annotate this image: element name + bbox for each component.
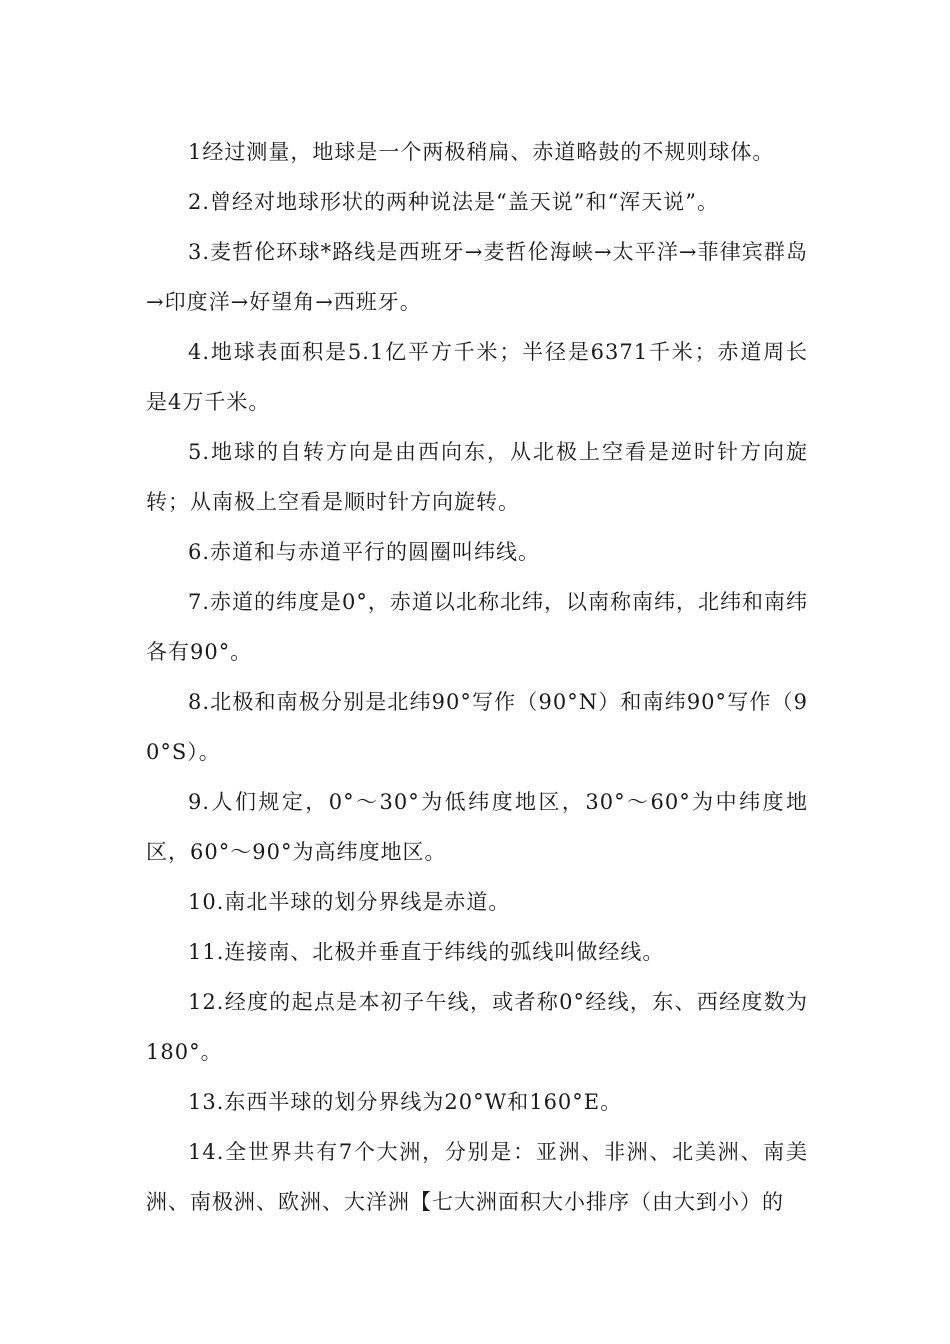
paragraph-11: 11.连接南、北极并垂直于纬线的弧线叫做经线。 [188, 940, 665, 964]
paragraph-13: 13.东西半球的划分界线为20°W和160°E。 [188, 1090, 623, 1114]
paragraph-4: 4.地球表面积是5.1亿平方千米；半径是6371千米；赤道周长是4万千米。 [146, 340, 808, 414]
paragraph-8: 8.北极和南极分别是北纬90°写作（90°N）和南纬90°写作（90°S）。 [146, 690, 808, 764]
document-body [146, 127, 808, 1227]
paragraph-3: 3.麦哲伦环球*路线是西班牙→麦哲伦海峡→太平洋→菲律宾群岛→印度洋→好望角→西班牙。 [146, 240, 808, 314]
paragraph-2: 2.曾经对地球形状的两种说法是“盖天说”和“浑天说”。 [188, 190, 719, 214]
paragraph-6: 6.赤道和与赤道平行的圆圈叫纬线。 [188, 540, 541, 564]
paragraph-5: 5.地球的自转方向是由西向东，从北极上空看是逆时针方向旋转；从南极上空看是顺时针方向旋转。 [146, 440, 808, 514]
paragraph-12: 12.经度的起点是本初子午线，或者称0°经线，东、西经度数为180°。 [146, 990, 808, 1064]
paragraph-1: 1经过测量，地球是一个两极稍扁、赤道略鼓的不规则球体。 [188, 140, 775, 164]
paragraph-10: 10.南北半球的划分界线是赤道。 [188, 890, 511, 914]
paragraph-7: 7.赤道的纬度是0°，赤道以北称北纬，以南称南纬，北纬和南纬各有90°。 [146, 590, 808, 664]
paragraph-9: 9.人们规定，0°～30°为低纬度地区，30°～60°为中纬度地区，60°～90°为高纬度地区。 [146, 790, 808, 864]
paragraph-14: 14.全世界共有7个大洲，分别是：亚洲、非洲、北美洲、南美洲、南极洲、欧洲、大洋洲【七大洲面积大小排序（由大到小）的 [146, 1140, 808, 1214]
